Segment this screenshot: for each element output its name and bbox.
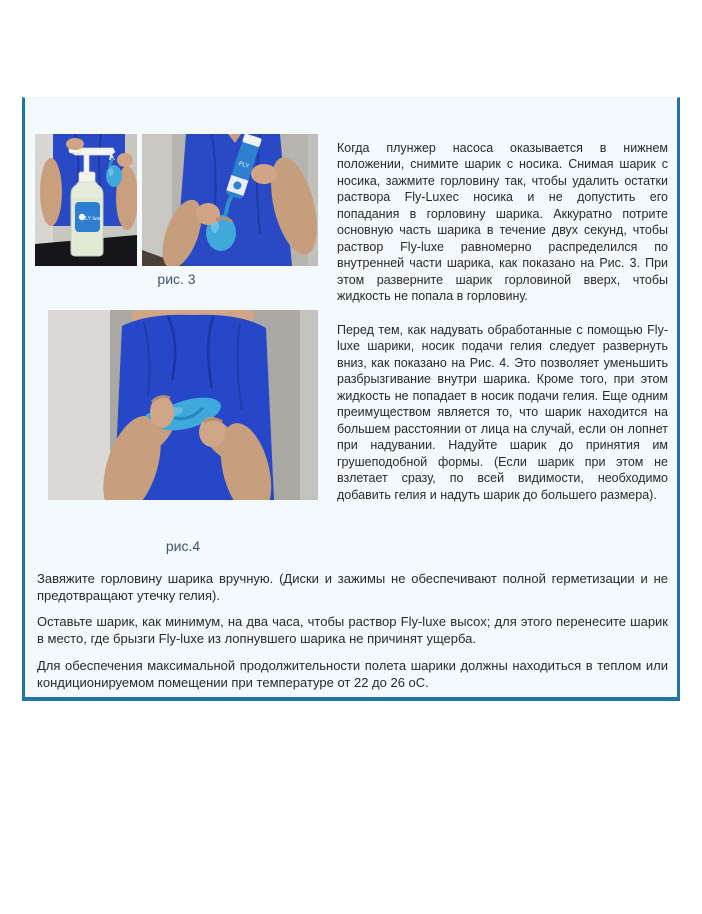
can-label-text: FLY: [237, 160, 250, 170]
bottle-label-text: FLY luxe: [82, 216, 102, 222]
paragraph-temperature: Для обеспечения максимальной продолжительности полета шарики должны находиться в теплом или кондиционируемом помещении при температуре от 22 до 26 оС.: [37, 658, 668, 690]
instruction-panel: [22, 97, 680, 701]
figure3-photo-pump-bottle: [35, 134, 137, 266]
figure3-photo-helium-can: [142, 134, 318, 266]
pump-bottle-illustration: [35, 134, 137, 266]
paragraph-tie-neck: Завяжите горловину шарика вручную. (Диски и зажимы не обеспечивают полной герметизации и не предотвращают утечку гелия).: [37, 571, 668, 603]
paragraph-leave-two-hours: Оставьте шарик, как минимум, на два часа, чтобы раствор Fly-luxe высох; для этого перенесите шарик в место, где брызги Fly-luxe из лопнувшего шарика не причинят ущерба.: [37, 614, 668, 646]
paragraph-before-inflate: Перед тем, как надувать обработанные с помощью Fly-luxe шарики, носик подачи гелия следует развернуть вниз, как показано на Рис. 4. Это позволяет уменьшить разбрызгивание внутри шарика. Кроме того, при этом жидкость не попадает в носик подачи гелия. Еще одним преимуществом является то, что шарик находится на большем расстоянии от лица на случай, если он лопнет при надувании. Надуйте шарик до принятия им грушеподобной формы. (Если шарик при этом не взлетает сразу, по всей видимости, необходимо добавить гелия и надуть шарик до большего размера).: [337, 322, 668, 502]
left-hand: [66, 138, 84, 150]
left-arm: [40, 158, 62, 226]
right-hand: [251, 164, 277, 184]
left-hand: [196, 203, 220, 225]
helium-can-illustration: [142, 134, 318, 266]
figure3-caption: рис. 3: [157, 271, 196, 287]
paragraph-remove-balloon: Когда плунжер насоса оказывается в нижнем положении, снимите шарик с носика. Снимая шарик с носика, зажмите горловину так, чтобы удалить остатки раствора Fly-Luxeс носика и не допустить его попадания в горловину шарика. Аккуратно потрите основную часть шарика в течение двух секунд, чтобы раствор Fly-luxe равномерно распределился по внутренней части шарика, как показано на Рис. 3. При этом разверните шарик горловиной вверх, чтобы жидкость не попала в горловину.: [337, 140, 668, 303]
rubbing-balloon-illustration: [48, 310, 318, 500]
figure4-caption: рис.4: [165, 538, 201, 554]
bottle: [71, 172, 103, 256]
right-hand: [117, 153, 133, 167]
figure4-photo-rubbing-balloon: [48, 310, 318, 500]
